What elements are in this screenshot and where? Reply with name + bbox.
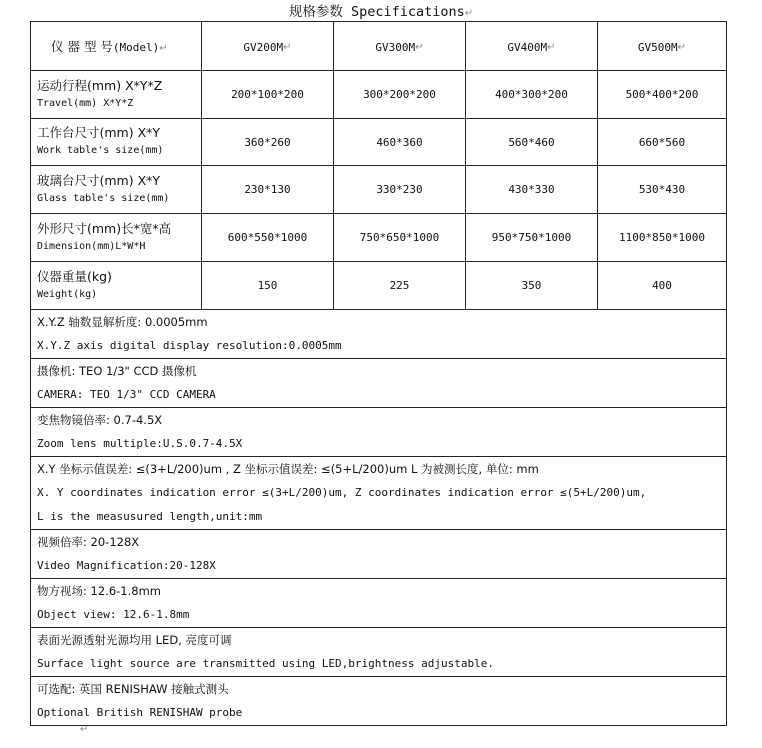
note-line: X.Y.Z 轴数显解析度: 0.0005mm <box>37 315 208 329</box>
value-cell: 225 <box>334 262 466 310</box>
note-line: 摄像机: TEO 1/3" CCD 摄像机 <box>37 364 197 378</box>
model-name: GV500M <box>637 40 678 54</box>
value-cell: 460*360 <box>334 119 466 166</box>
note-line: 可选配: 英国 RENISHAW 接触式测头 <box>37 682 229 696</box>
table-row <box>31 262 727 310</box>
document-title <box>0 2 762 22</box>
row-label-en: Glass table's size(mm) <box>37 192 170 204</box>
paragraph-mark-icon: ↵ <box>159 43 168 54</box>
model-cell <box>598 22 727 71</box>
note-row <box>31 310 727 359</box>
note-line: 表面光源透射光源均用 LED, 亮度可调 <box>37 633 232 647</box>
note-row <box>31 408 727 457</box>
model-label-en: (Model) <box>112 41 160 54</box>
value-cell: 400 <box>598 262 727 310</box>
note-cell-light <box>31 628 727 677</box>
row-label-cell <box>31 166 202 214</box>
note-line: Zoom lens multiple:U.S.0.7-4.5X <box>37 437 243 450</box>
paragraph-mark-icon: ↵ <box>80 724 89 735</box>
table-row <box>31 214 727 262</box>
note-cell-resolution <box>31 310 727 359</box>
model-label: 仪 器 型 号 <box>51 39 113 54</box>
note-line: 视频倍率: 20-128X <box>37 535 140 549</box>
note-cell-video <box>31 530 727 579</box>
note-line: X.Y.Z axis digital display resolution:0.0005mm <box>37 339 342 352</box>
model-name: GV400M <box>507 40 548 54</box>
row-label-en: Weight(kg) <box>37 288 98 300</box>
value-cell: 360*260 <box>202 119 334 166</box>
note-cell-object-view <box>31 579 727 628</box>
value-cell: 1100*850*1000 <box>598 214 727 262</box>
value-cell: 230*130 <box>202 166 334 214</box>
note-line: X.Y 坐标示值误差: ≤(3+L/200)um , Z 坐标示值误差: ≤(5+L/200)um L 为被测长度, 单位: mm <box>37 462 539 476</box>
value-cell: 330*230 <box>334 166 466 214</box>
note-row <box>31 628 727 677</box>
note-row <box>31 579 727 628</box>
paragraph-mark-icon: ↵ <box>464 8 474 19</box>
note-row <box>31 530 727 579</box>
paragraph-mark-icon: ↵ <box>677 41 687 53</box>
value-cell: 530*430 <box>598 166 727 214</box>
value-cell: 950*750*1000 <box>466 214 598 262</box>
note-line: Optional British RENISHAW probe <box>37 706 243 719</box>
note-line: L is the measusured length,unit:mm <box>37 510 263 523</box>
value-cell: 400*300*200 <box>466 71 598 119</box>
table-header-row <box>31 22 727 71</box>
row-label-cell <box>31 71 202 119</box>
note-line: X. Y coordinates indication error ≤(3+L/200)um, Z coordinates indication error ≤(5+L/200)um, <box>37 486 647 499</box>
model-name: GV300M <box>375 40 416 54</box>
value-cell: 600*550*1000 <box>202 214 334 262</box>
paragraph-mark-icon: ↵ <box>283 41 292 53</box>
model-cell <box>466 22 598 71</box>
note-line: Object view: 12.6-1.8mm <box>37 608 190 621</box>
note-row <box>31 677 727 726</box>
note-row <box>31 359 727 408</box>
value-cell: 350 <box>466 262 598 310</box>
model-name: GV200M <box>243 40 284 54</box>
note-cell-probe <box>31 677 727 726</box>
row-label-en: Dimension(mm)L*W*H <box>37 240 146 252</box>
row-label-cell <box>31 262 202 310</box>
note-line: 变焦物镜倍率: 0.7-4.5X <box>37 413 163 427</box>
value-cell: 660*560 <box>598 119 727 166</box>
title-chinese: 规格参数 <box>288 4 343 20</box>
row-label-en: Travel(mm) X*Y*Z <box>37 97 134 109</box>
note-cell-error <box>31 457 727 530</box>
value-cell: 560*460 <box>466 119 598 166</box>
note-line: CAMERA: TEO 1/3" CCD CAMERA <box>37 388 216 401</box>
model-cell <box>334 22 466 71</box>
title-english: Specifications <box>350 4 465 20</box>
table-row <box>31 166 727 214</box>
paragraph-mark-icon: ↵ <box>547 41 556 53</box>
row-label-cn: 运动行程(mm) X*Y*Z <box>37 77 163 93</box>
note-row <box>31 457 727 530</box>
note-line: 物方视场: 12.6-1.8mm <box>37 584 161 598</box>
value-cell: 150 <box>202 262 334 310</box>
row-label-cell <box>31 214 202 262</box>
note-cell-zoom <box>31 408 727 457</box>
row-label-cn: 玻璃台尺寸(mm) X*Y <box>37 172 161 188</box>
model-cell <box>202 22 334 71</box>
specifications-table <box>30 21 727 726</box>
value-cell: 200*100*200 <box>202 71 334 119</box>
row-label-en: Work table's size(mm) <box>37 145 164 156</box>
row-label-cn: 仪器重量(kg) <box>37 268 112 284</box>
note-cell-camera <box>31 359 727 408</box>
value-cell: 750*650*1000 <box>334 214 466 262</box>
table-row <box>31 119 727 166</box>
value-cell: 300*200*200 <box>334 71 466 119</box>
model-label-cell <box>31 22 202 71</box>
paragraph-mark-icon: ↵ <box>415 41 424 53</box>
value-cell: 500*400*200 <box>598 71 727 119</box>
note-line: Video Magnification:20-128X <box>37 559 216 572</box>
row-label-cn: 工作台尺寸(mm) X*Y <box>37 125 161 140</box>
row-label-cell <box>31 119 202 166</box>
value-cell: 430*330 <box>466 166 598 214</box>
note-line: Surface light source are transmitted using LED,brightness adjustable. <box>37 657 494 670</box>
row-label-cn: 外形尺寸(mm)长*宽*高 <box>37 220 172 236</box>
table-row <box>31 71 727 119</box>
